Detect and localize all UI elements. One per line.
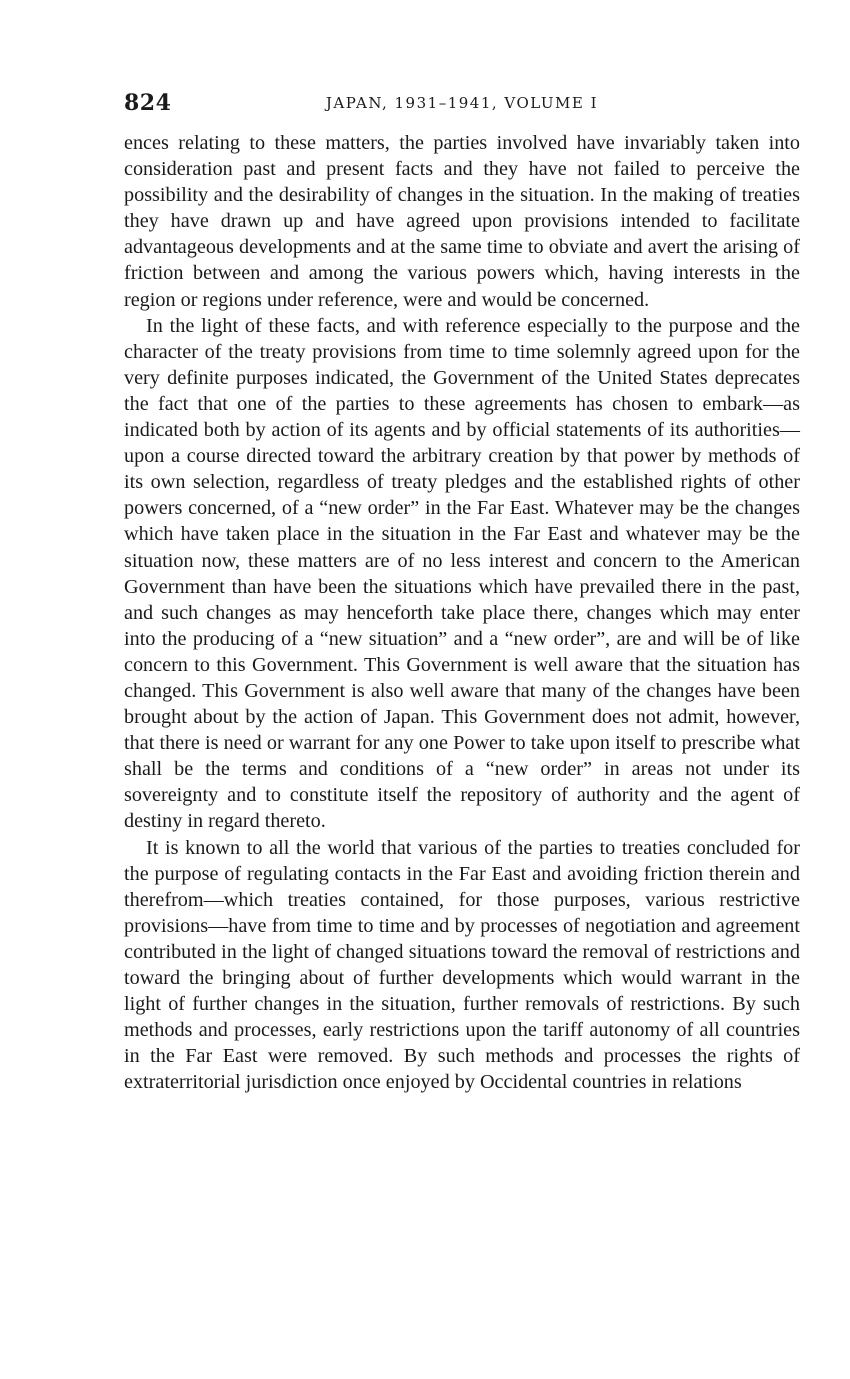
page-header (124, 88, 800, 118)
running-title: JAPAN, 1931–1941, VOLUME I (325, 94, 599, 112)
page-number: 824 (124, 90, 172, 116)
paragraph: In the light of these facts, and with reference especially to the purpose and the character of the treaty provisions from time to time solemnly agreed upon for the very definite purposes indicated, the Government of the United States deprecates the fact that one of the parties to these agreements has chosen to embark—as indicated both by action of its agents and by official statements of its authorities—upon a course directed toward the arbitrary creation by that power by methods of its own selection, regardless of treaty pledges and the established rights of other powers concerned, of a “new order” in the Far East. Whatever may be the changes which have taken place in the situation in the Far East and whatever may be the situation now, these matters are of no less interest and concern to the American Government than have been the situations which have prevailed there in the past, and such changes as may henceforth take place there, changes which may enter into the producing of a “new situation” and a “new order”, are and will be of like concern to this Government. This Government is well aware that the situation has changed. This Government is also well aware that many of the changes have been brought about by the action of Japan. This Government does not admit, however, that there is need or warrant for any one Power to take upon itself to prescribe what shall be the terms and conditions of a “new order” in areas not under its sovereignty and to constitute itself the repository of authority and the agent of destiny in regard thereto. (124, 314, 800, 833)
document-body (124, 130, 800, 1095)
paragraph: It is known to all the world that various of the parties to treaties concluded for the purpose of regulating contacts in the Far East and avoiding friction therein and therefrom—which treaties contained, for those purposes, various restrictive provisions—have from time to time and by processes of negotiation and agreement contributed in the light of changed situations toward the removal of restrictions and toward the bringing about of further developments which would warrant in the light of further changes in the situation, further removals of restrictions. By such methods and processes, early restrictions upon the tariff autonomy of all countries in the Far East were removed. By such methods and processes the rights of extraterritorial jurisdiction once enjoyed by Occidental countries in relations (124, 836, 800, 1094)
paragraph-continued: ences relating to these matters, the parties involved have invariably taken into consideration past and present facts and they have not failed to perceive the possibility and the desirability of changes in the situation. In the making of treaties they have drawn up and have agreed upon provisions intended to facilitate advantageous developments and at the same time to obviate and avert the arising of friction between and among the various powers which, having interests in the region or regions under reference, were and would be concerned. (124, 132, 800, 311)
